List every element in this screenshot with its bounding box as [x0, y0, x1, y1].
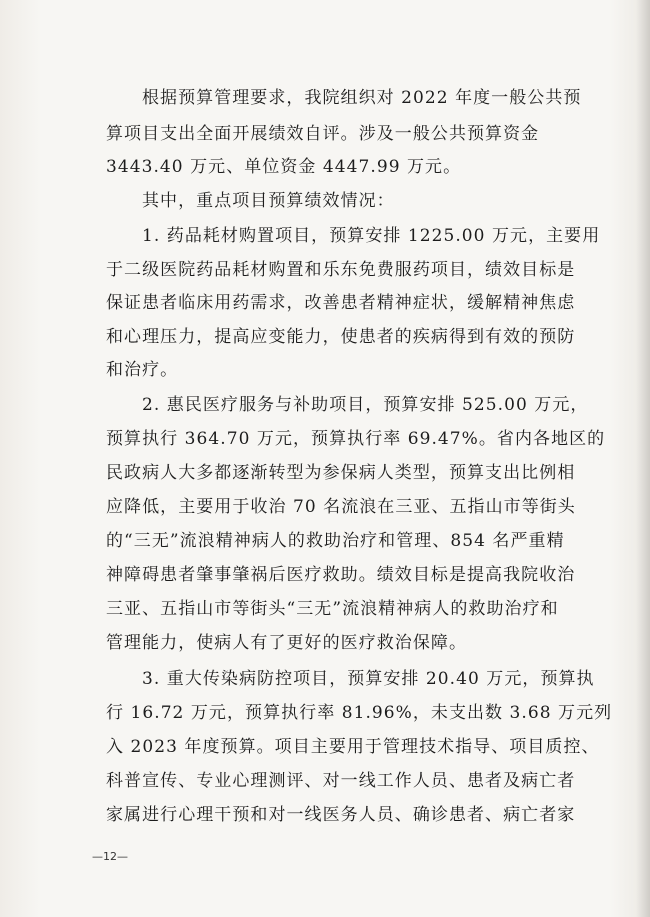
text-line: 三亚、五指山市等街头“三无”流浪精神病人的救助治疗和: [106, 599, 559, 619]
text-line: 入 2023 年度预算。项目主要用于管理技术指导、项目质控、: [106, 737, 600, 757]
text-line: 管理能力，使病人有了更好的医疗救治保障。: [106, 633, 467, 653]
page-edge-shadow: [636, 0, 650, 917]
text-line: 2. 惠民医疗服务与补助项目，预算安排 525.00 万元，: [142, 395, 589, 415]
text-line: 民政病人大多都逐渐转型为参保病人类型，预算支出比例相: [106, 463, 576, 483]
text-line: 算项目支出全面开展绩效自评。涉及一般公共预算资金: [106, 124, 540, 144]
text-line: 的“三无”流浪精神病人的救助治疗和管理、854 名严重精: [106, 531, 565, 551]
text-line: 科普宣传、专业心理测评、对一线工作人员、患者及病亡者: [106, 771, 576, 791]
text-line: 家属进行心理干预和对一线医务人员、确诊患者、病亡者家: [106, 805, 576, 825]
text-line: 于二级医院药品耗材购置和乐东免费服药项目，绩效目标是: [106, 260, 576, 280]
text-line: 和治疗。: [106, 360, 179, 380]
text-line: 和心理压力，提高应变能力，使患者的疾病得到有效的预防: [106, 327, 576, 347]
text-line: 应降低，主要用于收治 70 名流浪在三亚、五指山市等街头: [106, 497, 576, 517]
text-line: 保证患者临床用药需求，改善患者精神症状，缓解精神焦虑: [106, 293, 576, 313]
page-number: —12—: [92, 850, 128, 863]
text-line: 行 16.72 万元，预算执行率 81.96%，未支出数 3.68 万元列: [106, 703, 613, 723]
text-line: 1. 药品耗材购置项目，预算安排 1225.00 万元，主要用: [142, 226, 601, 246]
text-line: 3443.40 万元、单位资金 4447.99 万元。: [106, 157, 462, 177]
text-line: 3. 重大传染病防控项目，预算安排 20.40 万元，预算执: [142, 669, 595, 689]
text-line: 神障碍患者肇事肇祸后医疗救助。绩效目标是提高我院收治: [106, 565, 576, 585]
text-line: 根据预算管理要求，我院组织对 2022 年度一般公共预: [142, 88, 582, 108]
text-line: 预算执行 364.70 万元，预算执行率 69.47%。省内各地区的: [106, 429, 606, 449]
text-line: 其中，重点项目预算绩效情况：: [142, 191, 395, 211]
